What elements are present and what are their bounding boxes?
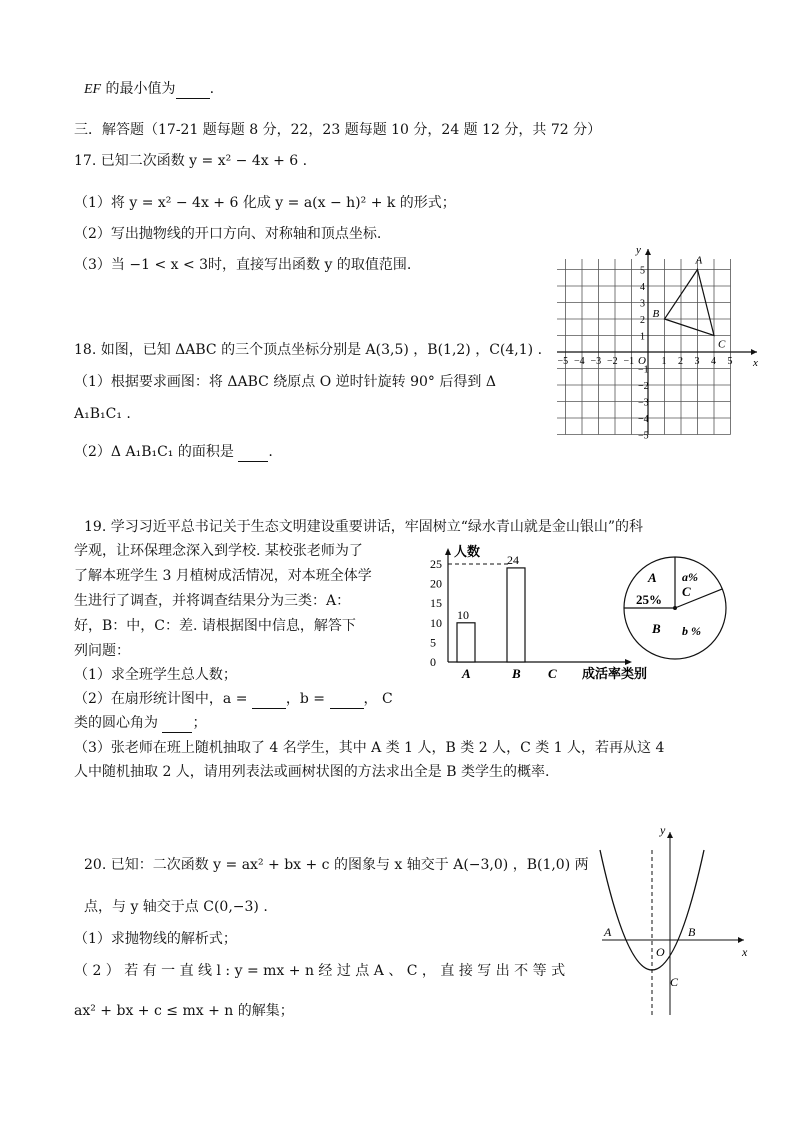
grid-y-tick: −5 bbox=[638, 430, 649, 442]
pie-label-c: C bbox=[682, 584, 691, 599]
area-blank bbox=[238, 443, 268, 462]
grid-x-axis-label: x bbox=[753, 357, 758, 369]
grid-origin-label: O bbox=[638, 355, 646, 367]
pie-chart bbox=[622, 555, 728, 661]
parabola-y-label: y bbox=[660, 823, 666, 837]
x-axis-arrow bbox=[738, 937, 744, 943]
bar-y-tick: 10 bbox=[430, 615, 442, 630]
q17-part2: （2）写出抛物线的开口方向、对称轴和顶点坐标. bbox=[74, 226, 382, 242]
q20-part2: （ 2 ） 若 有 一 直 线 l : y = mx + n 经 过 点 A 、 C ， 直 接 写 出 不 等 式 bbox=[74, 963, 566, 979]
bar-y-tick: 25 bbox=[430, 557, 442, 571]
vertex-label-a: A bbox=[695, 254, 703, 267]
bar-b bbox=[507, 568, 525, 662]
pie-value-a: 25% bbox=[636, 592, 662, 607]
y-axis-arrow bbox=[667, 832, 673, 838]
q19-p2a: （2）在扇形统计图中，a = bbox=[74, 691, 248, 707]
grid-y-tick: −2 bbox=[638, 381, 649, 392]
q19-line1: 19. 学习习近平总书记关于生态文明建设重要讲话，牢固树立“绿水青山就是金山银山”的科 bbox=[84, 519, 644, 535]
grid-x-tick: −1 bbox=[623, 356, 635, 367]
q20-part1: （1）求抛物线的解析式； bbox=[74, 931, 237, 947]
q19-part3b: 人中随机抽取 2 人，请用列表法或画树状图的方法求出全是 B 类学生的概率. bbox=[74, 764, 550, 780]
q20-line2: 点，与 y 轴交于点 C(0,−3) . bbox=[84, 899, 268, 915]
q18-part1a: （1）根据要求画图：将 ΔABC 绕原点 O 逆时针旋转 90° 后得到 Δ bbox=[74, 374, 496, 390]
grid-y-tick: −3 bbox=[638, 397, 649, 409]
b-blank bbox=[330, 690, 364, 709]
grid-x-tick: 1 bbox=[661, 356, 667, 367]
q18-part2-end: . bbox=[268, 444, 273, 460]
point-a-label: A bbox=[604, 925, 612, 939]
bar-chart bbox=[420, 540, 650, 688]
grid-x-tick: 5 bbox=[727, 356, 733, 367]
bar-y-tick: 5 bbox=[430, 635, 436, 650]
grid-x-tick: −4 bbox=[574, 356, 585, 367]
q19-line5: 好，B：中，C：差. 请根据图中信息，解答下 bbox=[74, 618, 356, 634]
q19-p2c: ， C bbox=[363, 691, 393, 707]
point-b-label: B bbox=[688, 925, 696, 939]
point-c-label: C bbox=[670, 975, 679, 989]
q17-part1: （1）将 y = x² − 4x + 6 化成 y = a(x − h)² + k 的形式； bbox=[74, 195, 456, 211]
parabola-x-label: x bbox=[742, 945, 748, 959]
q19-p2d: 类的圆心角为 bbox=[74, 715, 158, 731]
bar-category-label: A bbox=[462, 666, 471, 681]
q19-part3a: （3）张老师在班上随机抽取了 4 名学生，其中 A 类 1 人，B 类 2 人，C 类 1 人，若再从这 4 bbox=[74, 740, 665, 756]
ef-label: EF bbox=[84, 82, 102, 97]
answer-blank bbox=[176, 80, 210, 99]
section3-heading: 三．解答题（17-21 题每题 8 分，22，23 题每题 10 分，24 题 12 分，共 72 分） bbox=[74, 122, 602, 138]
a-blank bbox=[252, 690, 286, 709]
grid-y-tick: 2 bbox=[640, 315, 645, 326]
coordinate-grid-figure bbox=[552, 242, 772, 462]
q18-part1b: A₁B₁C₁ . bbox=[74, 406, 131, 422]
grid-x-tick: −2 bbox=[607, 356, 618, 367]
grid-y-tick: 5 bbox=[640, 265, 645, 277]
q18-part2 bbox=[74, 443, 273, 462]
q19-part1: （1）求全班学生总人数； bbox=[74, 667, 237, 683]
bar-a bbox=[457, 623, 475, 662]
pie-value-b: b % bbox=[682, 624, 701, 638]
grid-x-tick: −3 bbox=[590, 356, 602, 367]
bar-chart-layer bbox=[430, 548, 632, 681]
vertex-label-b: B bbox=[652, 308, 660, 320]
q18-part2-text: （2）Δ A₁B₁C₁ 的面积是 bbox=[74, 444, 234, 460]
grid-tick-labels bbox=[558, 266, 733, 442]
q17-stem: 17. 已知二次函数 y = x² − 4x + 6 . bbox=[74, 153, 308, 169]
q19-p2e: ； bbox=[192, 715, 207, 731]
q19-part2-cont bbox=[74, 714, 206, 733]
bar-xlabel: 成活率类别 bbox=[582, 666, 648, 681]
bar-data-label: 24 bbox=[507, 552, 519, 567]
grid-y-tick: 1 bbox=[640, 331, 645, 343]
bar-data-label: 10 bbox=[457, 607, 469, 622]
pie-center bbox=[673, 606, 677, 610]
grid-x-arrow bbox=[751, 349, 757, 355]
grid-x-tick: 3 bbox=[694, 356, 700, 367]
bar-category-label: C bbox=[548, 666, 557, 681]
q19-line3: 了解本班学生 3 月植树成活情况，对本班全体学 bbox=[74, 568, 372, 584]
bar-y-tick: 15 bbox=[430, 596, 442, 611]
bar-category-label: B bbox=[512, 666, 521, 681]
q20-line1: 20. 已知：二次函数 y = ax² + bx + c 的图象与 x 轴交于 A(−3,0) ，B(1,0) 两 bbox=[84, 857, 589, 873]
grid-y-arrow bbox=[645, 249, 651, 255]
bar-y-tick: 20 bbox=[430, 576, 442, 591]
parabola-figure bbox=[592, 820, 762, 1020]
bar-y-arrow bbox=[445, 548, 451, 555]
grid-y-tick: 3 bbox=[640, 298, 645, 310]
q19-p2b: ，b = bbox=[285, 691, 326, 707]
q19-part2 bbox=[74, 690, 393, 709]
q19-line4: 生进行了调查，并将调查结果分为三类：A： bbox=[74, 593, 351, 609]
grid-y-axis-label: y bbox=[636, 244, 641, 256]
grid-y-tick: −4 bbox=[638, 414, 649, 425]
bar-y-tick: 0 bbox=[430, 655, 436, 669]
grid-x-tick: 4 bbox=[711, 356, 716, 367]
pie-chart-layer bbox=[624, 557, 726, 659]
q19-line6: 列问题： bbox=[74, 643, 130, 659]
grid-y-tick: −1 bbox=[638, 364, 649, 376]
grid-axes bbox=[557, 249, 757, 435]
bar-ylabel: 人数 bbox=[454, 544, 481, 559]
pie-value-c: a% bbox=[682, 570, 698, 584]
q18-stem: 18. 如图，已知 ΔABC 的三个顶点坐标分别是 A(3,5) ，B(1,2) ，C(4,1) . bbox=[74, 342, 543, 358]
pie-label-b: B bbox=[652, 621, 661, 636]
parabola-o-label: O bbox=[656, 945, 665, 959]
q17-part3: （3）当 −1 < x < 3时，直接写出函数 y 的取值范围. bbox=[74, 257, 412, 273]
angle-blank bbox=[162, 714, 192, 733]
grid-x-tick: 2 bbox=[678, 356, 683, 367]
top-line-text: 的最小值为 bbox=[101, 81, 176, 97]
q19-line2: 学观，让环保理念深入到学校. 某校张老师为了 bbox=[74, 543, 363, 559]
pie-label-a: A bbox=[648, 570, 657, 585]
top-line: EF 的最小值为 . bbox=[84, 81, 215, 97]
q20-part2b: ax² + bx + c ≤ mx + n 的解集； bbox=[74, 1003, 294, 1019]
grid-x-tick: −5 bbox=[557, 356, 569, 367]
grid-y-tick: 4 bbox=[640, 282, 645, 293]
vertex-label-c: C bbox=[718, 338, 726, 351]
